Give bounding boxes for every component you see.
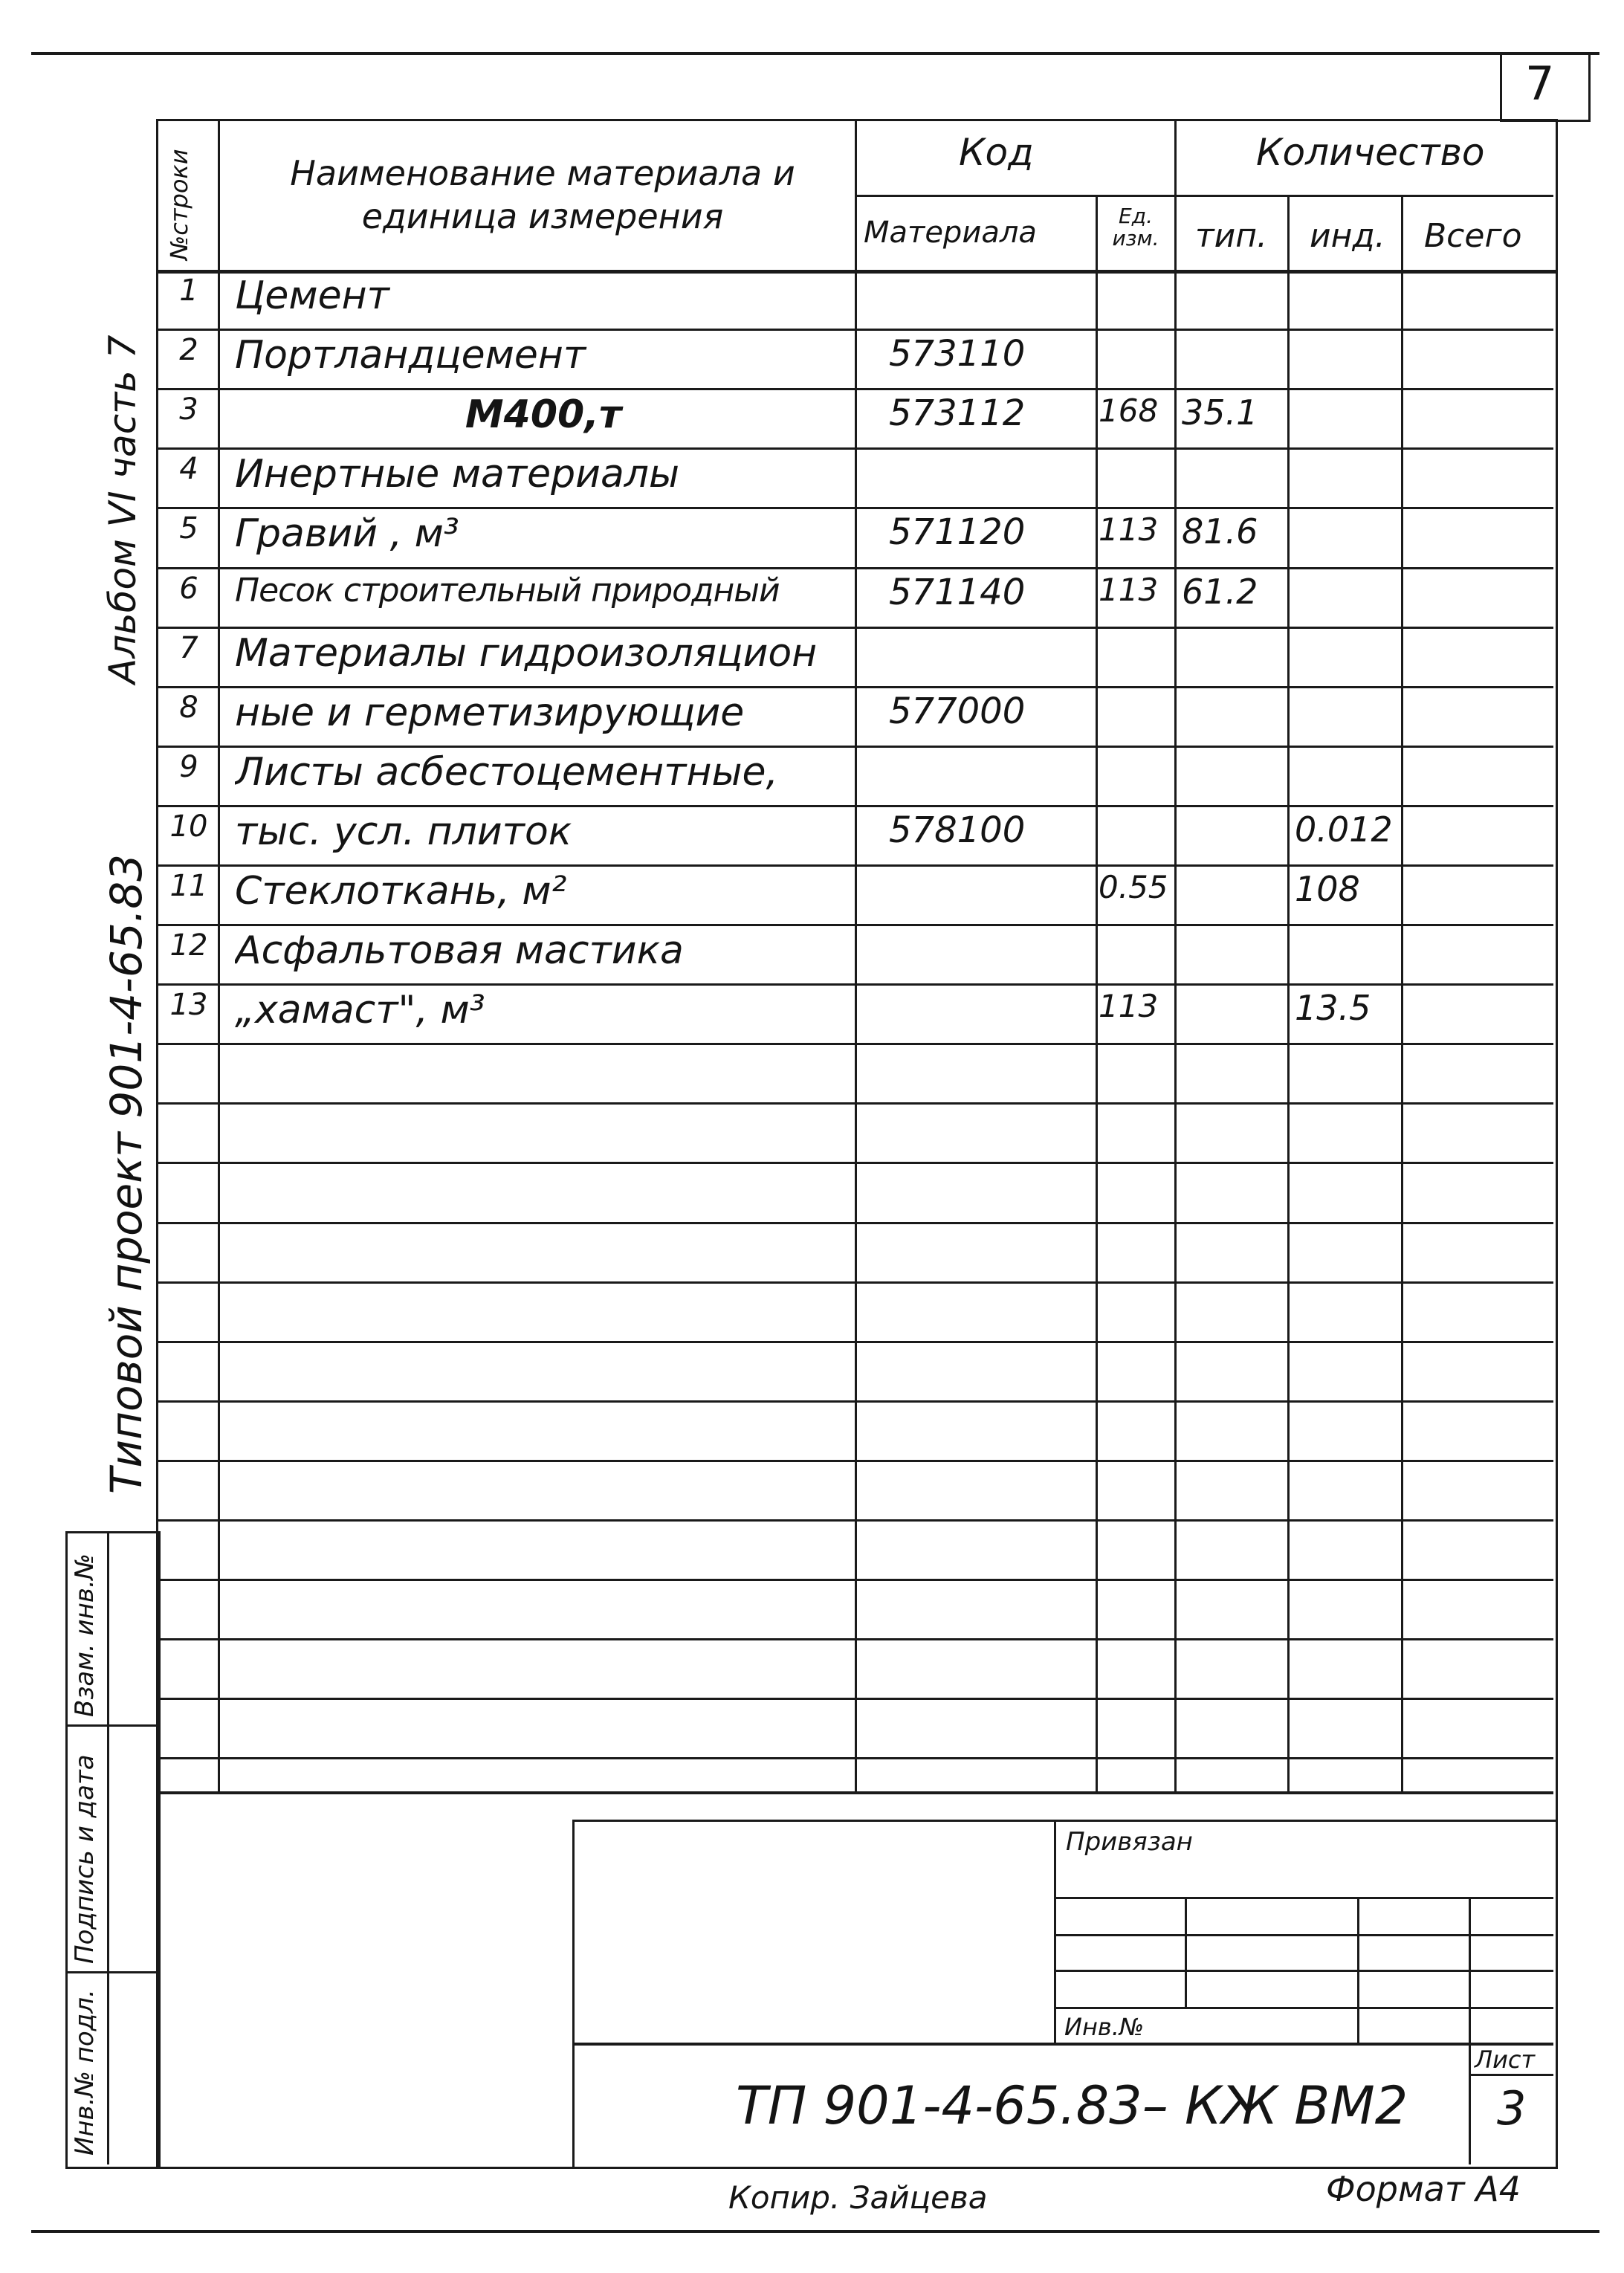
- header-qty-total: Всего: [1424, 217, 1522, 255]
- header-row-no: №строки: [165, 149, 193, 260]
- row-line: [156, 983, 1553, 986]
- cell-name: Асфальтовая мастика: [235, 928, 684, 973]
- cell-name: Гравий , м³: [235, 511, 459, 556]
- row-line: [156, 329, 1553, 331]
- row-line: [156, 1043, 1553, 1045]
- cell-ind: 13.5: [1295, 988, 1371, 1028]
- cell-unit: 113: [1099, 988, 1159, 1024]
- header-code-material: Материала: [864, 216, 1037, 250]
- cell-code: 578100: [889, 809, 1026, 851]
- row-line: [156, 1281, 1553, 1284]
- cell-n: 11: [169, 869, 208, 903]
- cell-code: 571120: [889, 511, 1026, 553]
- cell-name: М400,т: [465, 392, 622, 437]
- header-code: Код: [959, 131, 1034, 174]
- cell-unit: 168: [1099, 392, 1159, 429]
- cell-n: 12: [169, 928, 208, 963]
- row-line: [156, 864, 1553, 867]
- title-grid-h4: [1054, 2007, 1553, 2009]
- frame-top-line: [31, 52, 1599, 55]
- header-sep-rowno: [218, 119, 220, 1793]
- header-code-unit: Ед. изм.: [1112, 204, 1159, 250]
- header-sep-qty-h: [1174, 195, 1553, 197]
- cell-code: 573112: [889, 392, 1026, 434]
- format-label: Формат А4: [1326, 2169, 1521, 2209]
- row-line: [156, 447, 1553, 450]
- cell-n: 10: [169, 809, 208, 844]
- cell-n: 1: [179, 274, 198, 308]
- album-label: Альбом VI часть 7: [101, 334, 144, 684]
- cell-n: 13: [169, 988, 208, 1022]
- cell-code: 573110: [889, 333, 1026, 375]
- cell-unit: 0.55: [1099, 869, 1168, 905]
- cell-name: Песок строительный природный: [235, 572, 780, 610]
- cell-name: Материалы гидроизоляцион: [235, 631, 818, 676]
- cell-n: 9: [179, 750, 198, 784]
- row-line: [156, 1222, 1553, 1224]
- sheet-number: 3: [1497, 2081, 1527, 2135]
- header-sep-typ: [1287, 195, 1290, 1793]
- body-bottom-line: [156, 1791, 1553, 1794]
- designation: ТП 901-4-65.83– КЖ ВМ2: [736, 2075, 1408, 2136]
- row-line: [156, 388, 1553, 390]
- cell-ind: 0.012: [1295, 809, 1393, 850]
- cell-name: Стеклоткань, м²: [235, 869, 567, 914]
- cell-name: Листы асбестоцементные,: [235, 750, 779, 795]
- side-stamp-divider-v: [107, 1531, 109, 2164]
- title-grid-h1: [1054, 1897, 1553, 1899]
- cell-typ: 35.1: [1182, 392, 1258, 433]
- cell-n: 3: [179, 392, 198, 427]
- header-qty-typ: тип.: [1195, 217, 1267, 255]
- cell-unit: 113: [1099, 572, 1159, 608]
- replace-inv-label: Взам. инв.№: [70, 1553, 100, 1717]
- cell-name: Инертные материалы: [235, 452, 680, 497]
- title-sheet-sep: [1469, 2043, 1471, 2164]
- row-line: [156, 1638, 1553, 1640]
- row-line: [156, 1460, 1553, 1462]
- cell-name: тыс. усл. плиток: [235, 809, 572, 854]
- header-name: Наименование материала и единица измерения: [290, 153, 795, 236]
- header-sep-code-h: [855, 195, 1174, 197]
- row-line: [156, 1519, 1553, 1522]
- cell-name: Портландцемент: [235, 333, 586, 378]
- attached-label: Привязан: [1066, 1827, 1193, 1857]
- cell-n: 5: [179, 511, 198, 546]
- cell-typ: 61.2: [1182, 572, 1258, 612]
- cell-n: 7: [179, 631, 198, 665]
- row-line: [156, 507, 1553, 509]
- header-sep-unit: [1096, 195, 1098, 1793]
- title-grid-h2: [1054, 1934, 1553, 1936]
- cell-typ: 81.6: [1182, 511, 1258, 552]
- sheet-label: Лист: [1475, 2046, 1536, 2074]
- frame-bottom-line: [31, 2230, 1599, 2233]
- inv-podl-label: Инв.№ подл.: [70, 1989, 100, 2156]
- row-line: [156, 1102, 1553, 1105]
- header-sep-code-qty: [1174, 119, 1177, 1793]
- cell-name: ные и герметизирующие: [235, 691, 745, 735]
- row-line: [156, 1400, 1553, 1403]
- row-line: [156, 924, 1553, 926]
- row-line: [156, 1757, 1553, 1759]
- title-grid-v3: [1469, 1897, 1471, 2043]
- header-qty-ind: инд.: [1310, 217, 1385, 255]
- cell-n: 2: [179, 333, 198, 367]
- cell-ind: 108: [1295, 869, 1360, 909]
- title-grid-v1: [1185, 1897, 1187, 2007]
- row-line: [156, 1162, 1553, 1164]
- cell-code: 571140: [889, 572, 1026, 613]
- row-line: [156, 805, 1553, 807]
- row-line: [156, 627, 1553, 629]
- row-line: [156, 567, 1553, 569]
- page-number: 7: [1525, 56, 1555, 111]
- header-sep-name: [855, 119, 857, 1793]
- cell-n: 4: [179, 452, 198, 486]
- cell-name: „хамаст", м³: [235, 988, 485, 1032]
- cell-n: 6: [179, 572, 198, 606]
- header-quantity: Количество: [1256, 131, 1485, 174]
- row-line: [156, 1341, 1553, 1343]
- header-sep-ind: [1401, 195, 1403, 1793]
- title-grid-h3: [1054, 1970, 1553, 1972]
- title-main-top: [572, 2043, 1553, 2046]
- cell-unit: 113: [1099, 511, 1159, 548]
- side-stamp-divider-1: [65, 1724, 156, 1727]
- signature-date-label: Подпись и дата: [70, 1754, 100, 1964]
- row-line: [156, 686, 1553, 688]
- cell-name: Цемент: [235, 274, 389, 318]
- title-sheet-h: [1469, 2074, 1553, 2076]
- inv-no-label: Инв.№: [1064, 2013, 1145, 2041]
- title-attached-top: [1054, 1820, 1056, 2043]
- copied-by: Копир. Зайцева: [728, 2179, 988, 2216]
- row-line: [156, 1698, 1553, 1700]
- cell-n: 8: [179, 691, 198, 725]
- title-grid-v2: [1357, 1897, 1359, 2043]
- row-line: [156, 1579, 1553, 1581]
- side-stamp-divider-2: [65, 1971, 156, 1973]
- row-line: [156, 746, 1553, 748]
- cell-code: 577000: [889, 691, 1026, 732]
- project-label: Типовой проект 901-4-65.83: [101, 854, 152, 1494]
